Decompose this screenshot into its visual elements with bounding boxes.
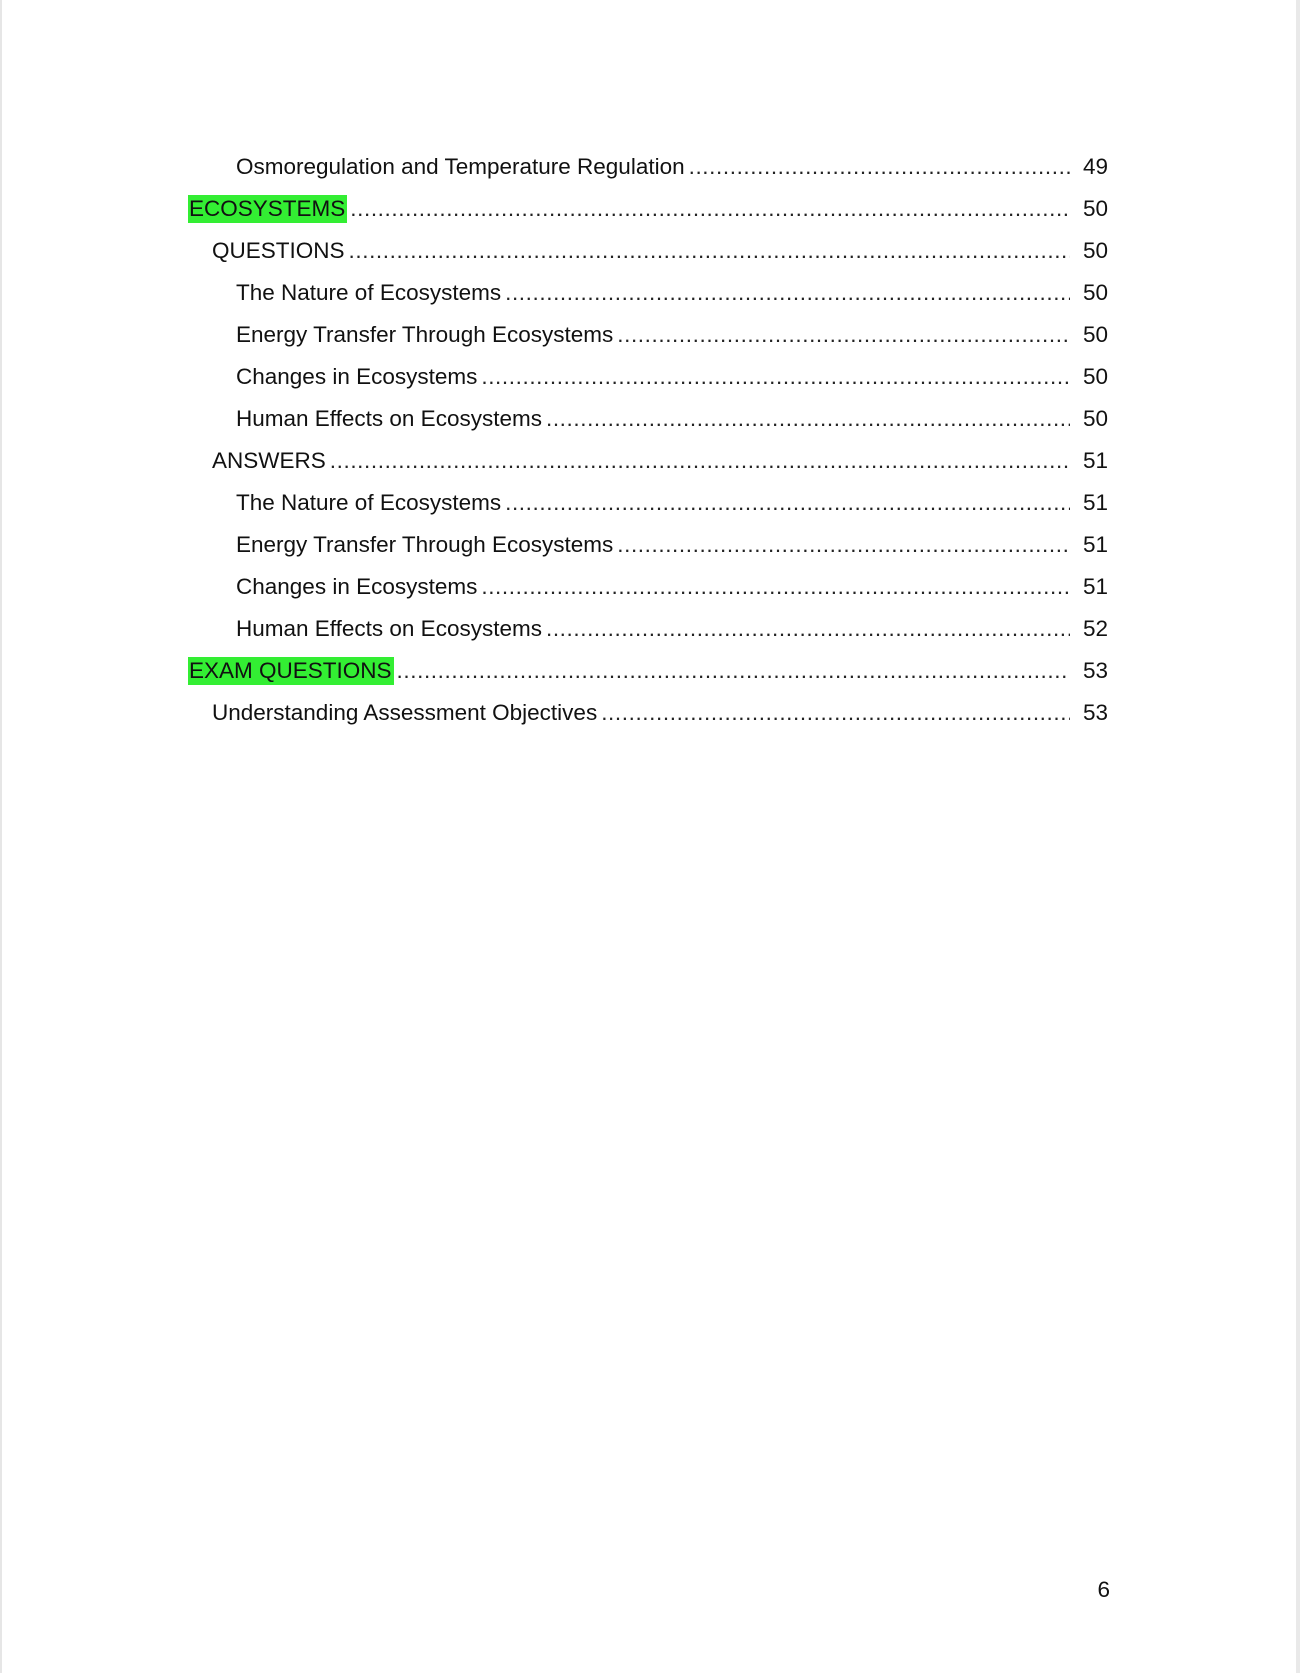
toc-entry[interactable] (188, 230, 1108, 272)
toc-entry[interactable] (188, 524, 1108, 566)
toc-entry-label: EXAM QUESTIONS (189, 658, 392, 683)
toc-leader-dots (601, 699, 1070, 727)
toc-entry-page-number: 51 (1082, 532, 1108, 557)
table-of-contents (188, 146, 1108, 734)
toc-entry-page-number: 50 (1082, 406, 1108, 431)
toc-entry[interactable] (188, 188, 1108, 230)
toc-entry-label: Changes in Ecosystems (236, 574, 478, 599)
toc-entry[interactable] (188, 272, 1108, 314)
toc-leader-dots (330, 447, 1070, 475)
toc-entry-label: ECOSYSTEMS (189, 196, 346, 221)
toc-leader-dots (617, 531, 1070, 559)
toc-leader-dots (481, 573, 1070, 601)
toc-leader-dots (481, 363, 1070, 391)
toc-entry-page-number: 50 (1082, 238, 1108, 263)
page-number: 6 (1097, 1577, 1110, 1602)
toc-entry[interactable] (188, 650, 1108, 692)
toc-leader-dots (546, 615, 1070, 643)
toc-entry[interactable] (188, 482, 1108, 524)
toc-entry-label: ANSWERS (212, 448, 326, 473)
toc-entry-label: Energy Transfer Through Ecosystems (236, 322, 614, 347)
toc-entry-page-number: 51 (1082, 448, 1108, 473)
page-right-edge (1296, 0, 1300, 1673)
toc-entry-page-number: 50 (1082, 196, 1108, 221)
toc-entry[interactable] (188, 356, 1108, 398)
toc-entry[interactable] (188, 314, 1108, 356)
toc-leader-dots (505, 279, 1070, 307)
toc-entry-page-number: 53 (1082, 658, 1108, 683)
toc-entry-label: Osmoregulation and Temperature Regulation (236, 154, 685, 179)
toc-leader-dots (349, 237, 1070, 265)
toc-entry-page-number: 50 (1082, 322, 1108, 347)
toc-entry-page-number: 50 (1082, 364, 1108, 389)
toc-entry-page-number: 51 (1082, 574, 1108, 599)
toc-leader-dots (397, 657, 1070, 685)
toc-entry-page-number: 49 (1082, 154, 1108, 179)
toc-leader-dots (350, 195, 1070, 223)
toc-entry-label: Changes in Ecosystems (236, 364, 478, 389)
toc-entry-page-number: 53 (1082, 700, 1108, 725)
toc-leader-dots (505, 489, 1070, 517)
toc-entry[interactable] (188, 398, 1108, 440)
toc-entry-page-number: 50 (1082, 280, 1108, 305)
toc-entry-label: The Nature of Ecosystems (236, 280, 502, 305)
toc-entry[interactable] (188, 692, 1108, 734)
toc-leader-dots (617, 321, 1070, 349)
toc-entry-label: Human Effects on Ecosystems (236, 406, 542, 431)
toc-entry-label: Understanding Assessment Objectives (212, 700, 598, 725)
toc-entry-label: Energy Transfer Through Ecosystems (236, 532, 614, 557)
toc-entry[interactable] (188, 146, 1108, 188)
toc-leader-dots (546, 405, 1070, 433)
toc-entry-label: QUESTIONS (212, 238, 345, 263)
toc-entry[interactable] (188, 608, 1108, 650)
toc-entry-page-number: 52 (1082, 616, 1108, 641)
toc-entry-label: Human Effects on Ecosystems (236, 616, 542, 641)
toc-leader-dots (689, 153, 1070, 181)
toc-entry[interactable] (188, 566, 1108, 608)
toc-entry-label: The Nature of Ecosystems (236, 490, 502, 515)
toc-entry-page-number: 51 (1082, 490, 1108, 515)
toc-entry[interactable] (188, 440, 1108, 482)
page-left-edge (0, 0, 2, 1673)
